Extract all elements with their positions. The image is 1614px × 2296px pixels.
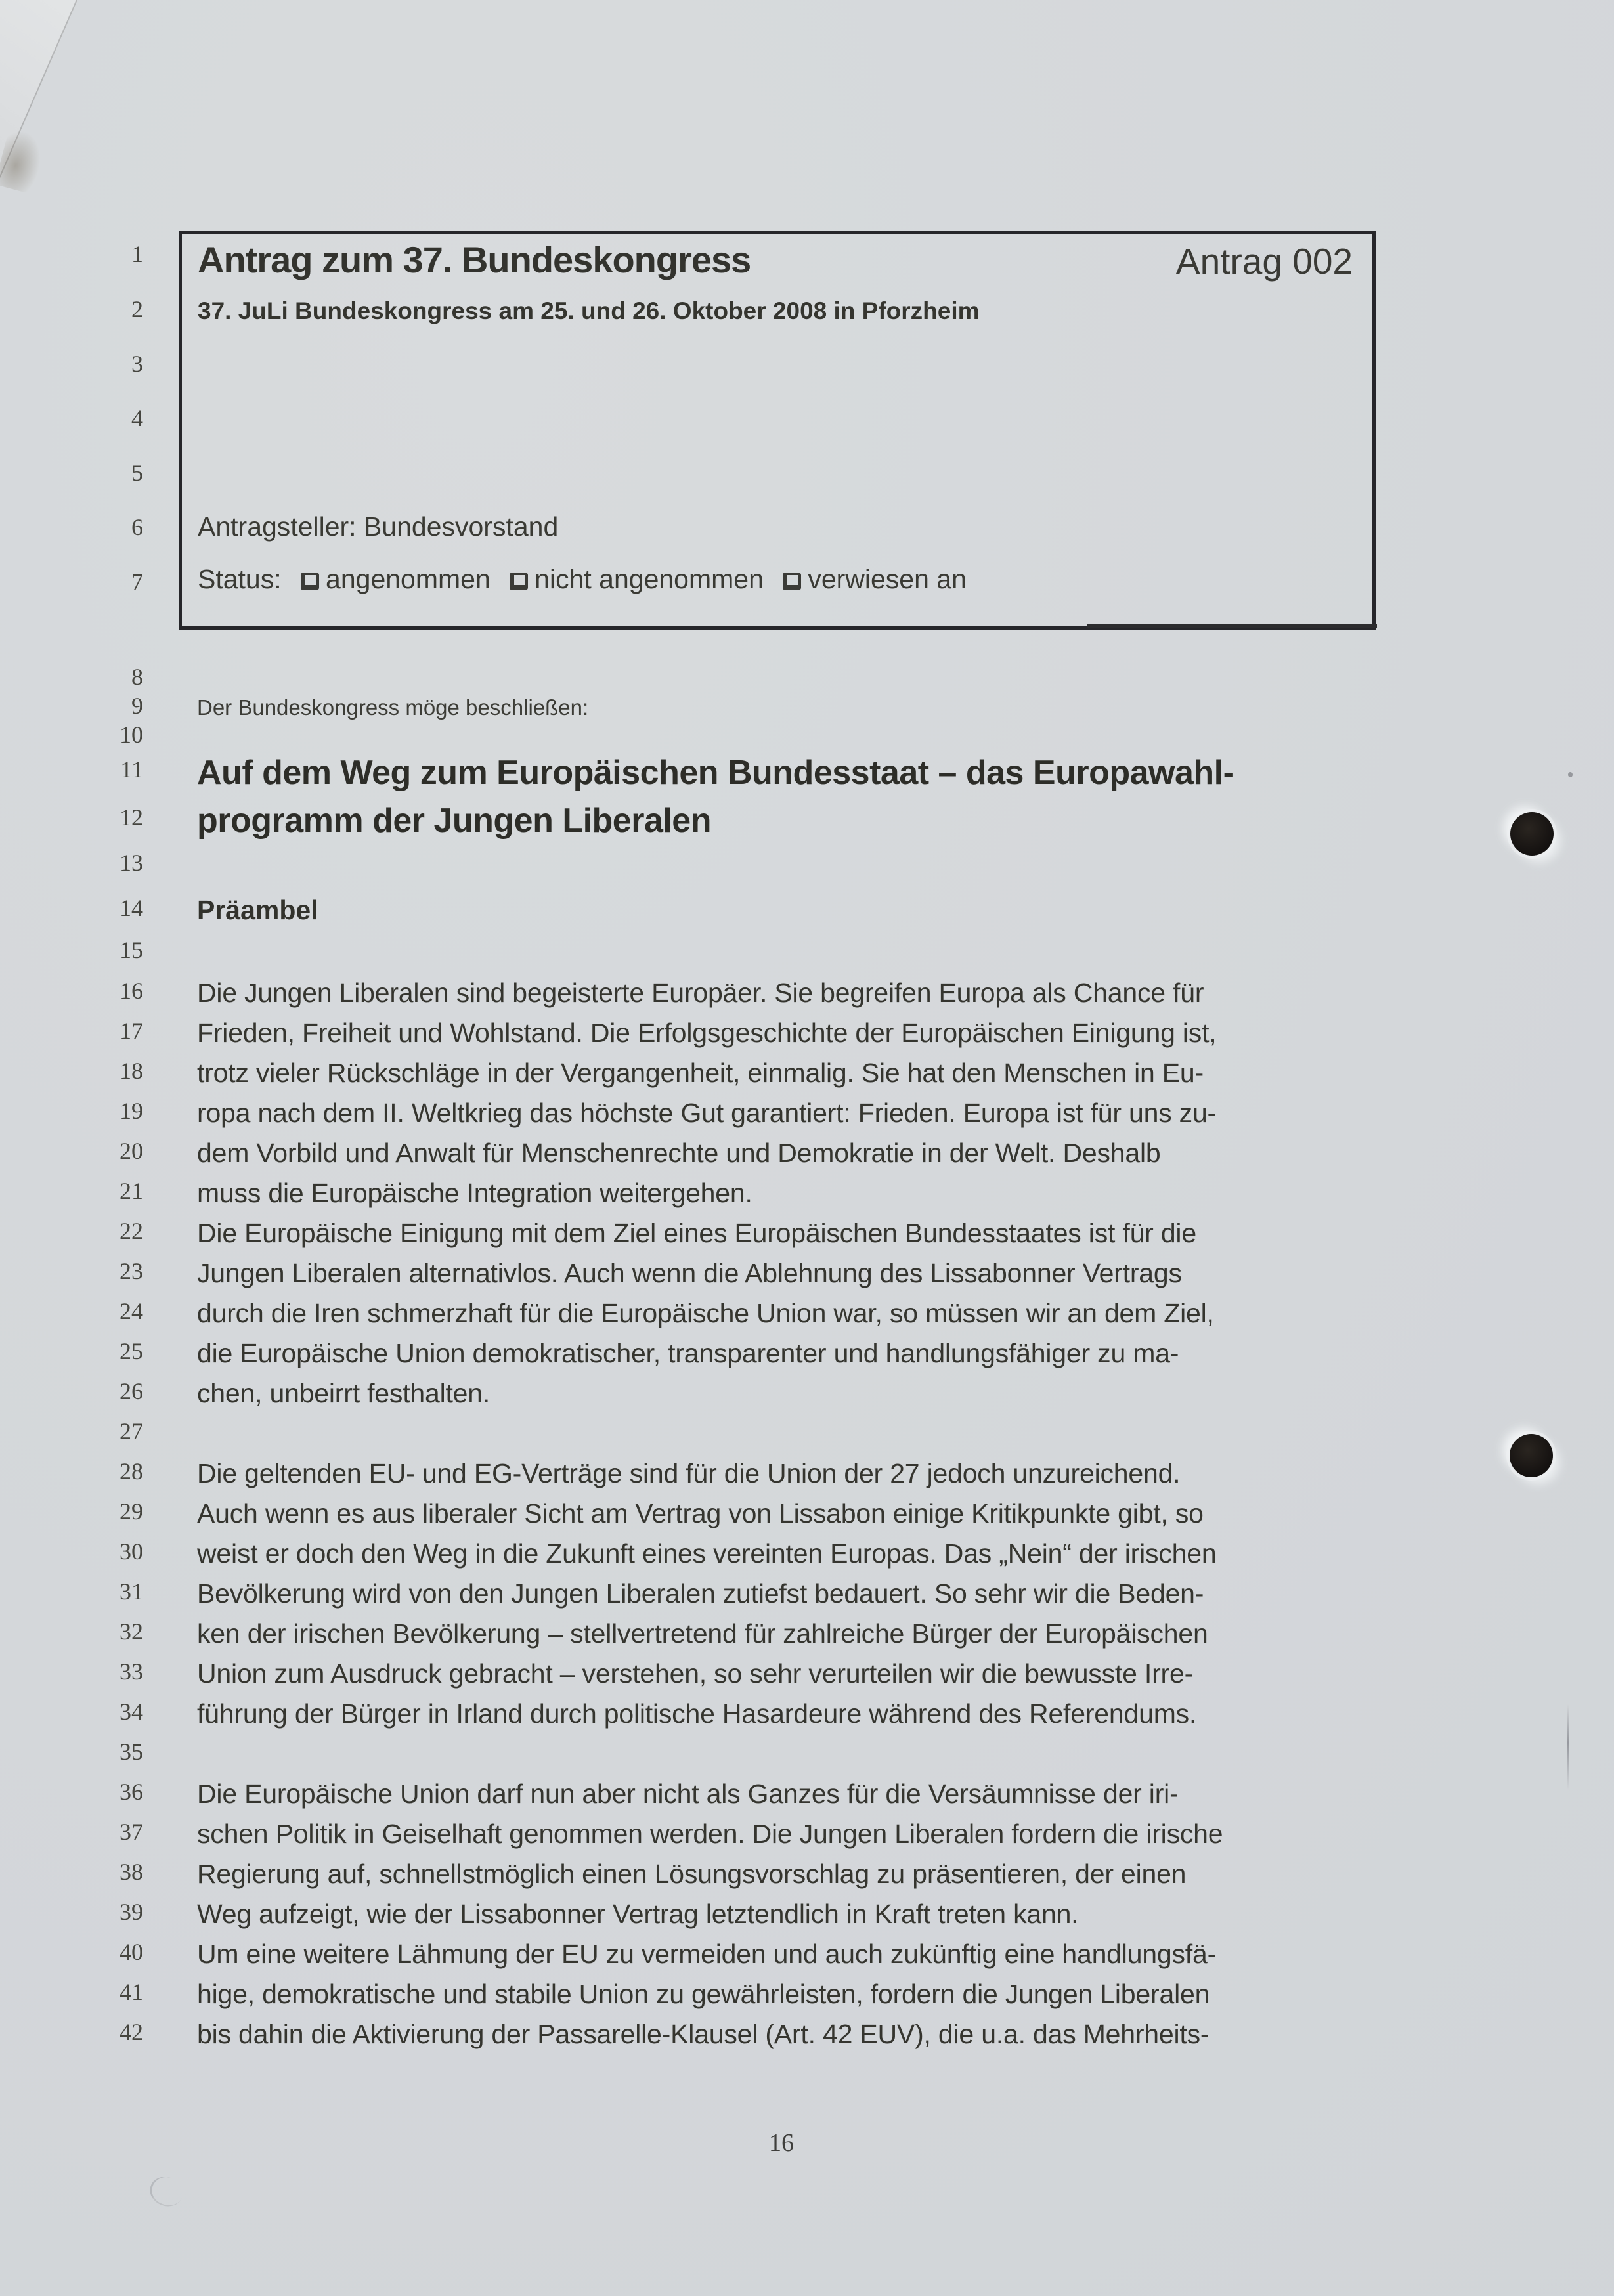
status-label: Status:	[198, 564, 282, 594]
document-line: hige, demokratische und stabile Union zu gewährleisten, fordern die Jungen Liberalen	[197, 1979, 1210, 2009]
document-line: Bevölkerung wird von den Jungen Liberalen zutiefst bedauert. So sehr wir die Beden-	[197, 1578, 1204, 1609]
line-number: 23	[120, 1258, 143, 1284]
smudge-artifact	[0, 127, 48, 194]
document-line: Union zum Ausdruck gebracht – verstehen, so sehr verurteilen wir die bewusste Irre-	[197, 1658, 1194, 1689]
antrag-number: Antrag 002	[1175, 241, 1353, 282]
line-number: 41	[120, 1979, 143, 2005]
line-number: 12	[120, 804, 143, 831]
line-number: 13	[120, 850, 143, 876]
line-number: 38	[120, 1859, 143, 1885]
line-number: 31	[120, 1578, 143, 1605]
document-line: muss die Europäische Integration weitergehen.	[197, 1178, 752, 1208]
document-line: trotz vieler Rückschläge in der Vergangenheit, einmalig. Sie hat den Menschen in Eu-	[197, 1058, 1204, 1088]
document-line: Auf dem Weg zum Europäischen Bundesstaat – das Europawahl-	[197, 754, 1234, 792]
line-number: 18	[120, 1058, 143, 1084]
document-line: Auch wenn es aus liberaler Sicht am Vertrag von Lissabon einige Kritikpunkte gibt, so	[197, 1498, 1204, 1528]
line-number: 26	[120, 1378, 143, 1404]
line-number: 33	[120, 1658, 143, 1685]
line-number: 32	[120, 1618, 143, 1645]
line-number: 8	[131, 664, 143, 690]
status-option-nicht-angenommen: nicht angenommen	[498, 564, 764, 594]
line-number: 4	[131, 405, 143, 431]
checkbox-icon	[510, 573, 528, 590]
line-number: 17	[120, 1018, 143, 1044]
status-option-verwiesen-an: verwiesen an	[771, 564, 967, 594]
line-number: 39	[120, 1899, 143, 1925]
line-number: 10	[120, 722, 143, 748]
document-line: bis dahin die Aktivierung der Passarelle-Klausel (Art. 42 EUV), die u.a. das Mehrheits-	[197, 2019, 1210, 2049]
document-line: die Europäische Union demokratischer, transparenter und handlungsfähiger zu ma-	[197, 1338, 1179, 1368]
status-line	[198, 564, 967, 595]
document-line: Regierung auf, schnellstmöglich einen Lösungsvorschlag zu präsentieren, der einen	[197, 1859, 1187, 1889]
line-number: 42	[120, 2019, 143, 2045]
line-number: 7	[131, 569, 143, 595]
line-number: 6	[131, 514, 143, 540]
line-number: 24	[120, 1298, 143, 1324]
line-number: 20	[120, 1138, 143, 1164]
antrag-subtitle: 37. JuLi Bundeskongress am 25. und 26. Oktober 2008 in Pforzheim	[198, 297, 980, 324]
document-line: Die Europäische Einigung mit dem Ziel eines Europäischen Bundesstaates ist für die	[197, 1218, 1196, 1248]
document-line: chen, unbeirrt festhalten.	[197, 1378, 491, 1408]
document-line: Die Jungen Liberalen sind begeisterte Europäer. Sie begreifen Europa als Chance für	[197, 978, 1204, 1008]
document-line: programm der Jungen Liberalen	[197, 802, 711, 840]
antrag-header-box	[179, 231, 1376, 630]
line-number: 16	[120, 978, 143, 1004]
checkbox-icon	[301, 573, 319, 590]
line-number: 28	[120, 1458, 143, 1484]
document-line: Präambel	[197, 895, 318, 925]
line-number: 40	[120, 1939, 143, 1965]
write-in-blank-line	[1087, 624, 1377, 628]
document-line: Jungen Liberalen alternativlos. Auch wenn die Ablehnung des Lissabonner Vertrags	[197, 1258, 1182, 1288]
line-number: 36	[120, 1779, 143, 1805]
document-line: Weg aufzeigt, wie der Lissabonner Vertrag letztendlich in Kraft treten kann.	[197, 1899, 1079, 1929]
document-line: ropa nach dem II. Weltkrieg das höchste Gut garantiert: Frieden. Europa ist für uns zu-	[197, 1098, 1217, 1128]
document-line: Um eine weitere Lähmung der EU zu vermeiden und auch zukünftig eine handlungsfä-	[197, 1939, 1217, 1969]
line-number: 27	[120, 1418, 143, 1444]
document-line: schen Politik in Geiselhaft genommen werden. Die Jungen Liberalen fordern die irische	[197, 1819, 1223, 1849]
document-line: Frieden, Freiheit und Wohlstand. Die Erfolgsgeschichte der Europäischen Einigung ist,	[197, 1018, 1217, 1048]
scratch-artifact	[1567, 1704, 1569, 1790]
speck-artifact	[1568, 772, 1573, 777]
document-line: führung der Bürger in Irland durch politische Hasardeure während des Referendums.	[197, 1699, 1197, 1729]
hole-punch-top	[1510, 812, 1554, 856]
document-line: Der Bundeskongress möge beschließen:	[197, 695, 589, 720]
line-number: 34	[120, 1699, 143, 1725]
line-number: 21	[120, 1178, 143, 1204]
antrag-title: Antrag zum 37. Bundeskongress	[198, 239, 751, 280]
line-number: 29	[120, 1498, 143, 1525]
line-number: 19	[120, 1098, 143, 1124]
checkbox-icon	[783, 573, 801, 590]
document-line: dem Vorbild und Anwalt für Menschenrechte und Demokratie in der Welt. Deshalb	[197, 1138, 1161, 1168]
line-number: 3	[131, 351, 143, 377]
document-line: Die geltenden EU- und EG-Verträge sind für die Union der 27 jedoch unzureichend.	[197, 1458, 1181, 1488]
line-number: 35	[120, 1739, 143, 1765]
line-number: 15	[120, 937, 143, 963]
document-line: weist er doch den Weg in die Zukunft eines vereinten Europas. Das „Nein“ der irischen	[197, 1538, 1217, 1569]
line-number: 1	[131, 241, 143, 267]
line-number: 14	[120, 895, 143, 921]
status-option-angenommen: angenommen	[289, 564, 491, 594]
antragsteller-line: Antragsteller: Bundesvorstand	[198, 511, 559, 542]
page-number: 16	[769, 2129, 794, 2157]
document-line: ken der irischen Bevölkerung – stellvertretend für zahlreiche Bürger der Europäischen	[197, 1618, 1208, 1649]
line-number: 2	[131, 296, 143, 322]
document-line: Die Europäische Union darf nun aber nicht als Ganzes für die Versäumnisse der iri-	[197, 1779, 1179, 1809]
line-number: 37	[120, 1819, 143, 1845]
pencil-mark-artifact	[146, 2172, 188, 2211]
line-number: 9	[131, 693, 143, 719]
line-number: 25	[120, 1338, 143, 1364]
line-number: 30	[120, 1538, 143, 1565]
document-line: durch die Iren schmerzhaft für die Europäische Union war, so müssen wir an dem Ziel,	[197, 1298, 1214, 1328]
line-number: 11	[120, 756, 143, 783]
line-number: 5	[131, 460, 143, 486]
hole-punch-bottom	[1510, 1434, 1553, 1477]
line-number: 22	[120, 1218, 143, 1244]
